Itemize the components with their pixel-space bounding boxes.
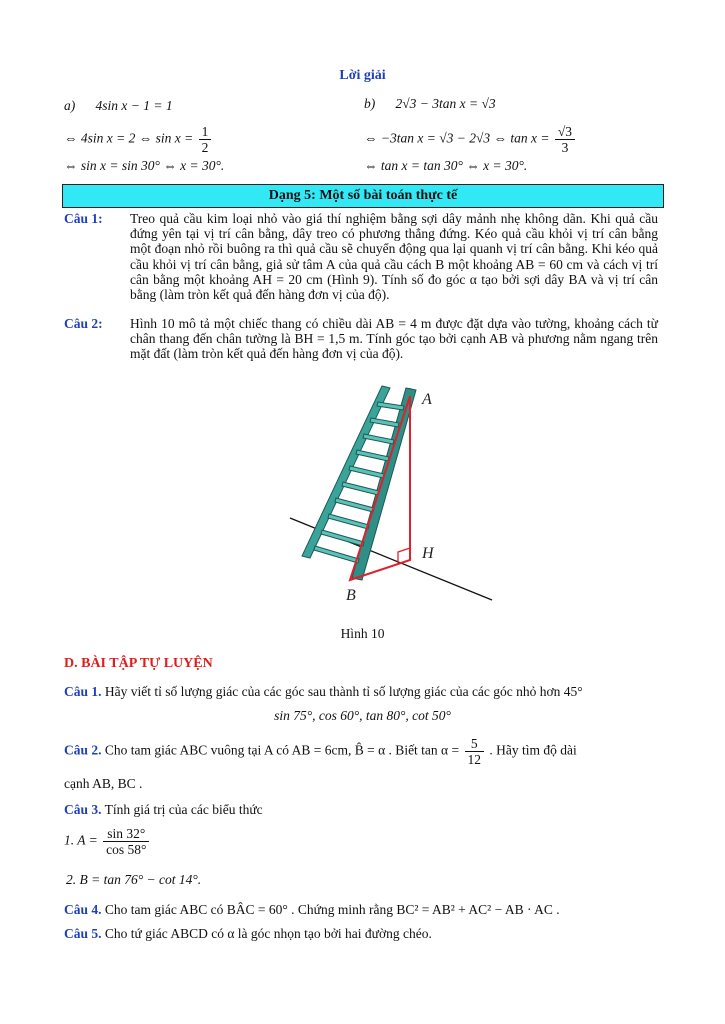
exercise-4-text: Cho tam giác ABC có BÂC = 60° . Chứng minh rằng BC² = AB² + AC² − AB · AC . xyxy=(104,902,560,917)
exercise-2-frac-den: 12 xyxy=(467,752,481,767)
solution-a-eq2: ⇔ 4sin x = 2 ⇔ sin x = xyxy=(64,130,194,146)
exercise-2-text-a: Cho tam giác ABC vuông tại A có AB = 6cm, B̂ = α . Biết tan α = xyxy=(104,742,460,758)
solution-a-eq1: 4sin x − 1 = 1 xyxy=(95,98,173,113)
section-banner: Dạng 5: Một số bài toán thực tế xyxy=(62,184,664,208)
solution-title: Lời giải xyxy=(339,68,386,83)
solution-a-frac-den: 2 xyxy=(201,140,209,155)
solution-a-label: a) xyxy=(64,98,76,113)
exercise-3-item-2: 2. B = tan 76° − cot 14°. xyxy=(66,872,202,887)
exercise-3-item-1-prefix: 1. A = xyxy=(64,832,98,848)
exercise-3-text: Tính giá trị của các biểu thức xyxy=(104,802,263,817)
exercise-3-item-1-den: cos 58° xyxy=(106,842,147,857)
solution-b-fraction xyxy=(555,124,575,155)
solution-b-eq1: 2√3 − 3tan x = √3 xyxy=(395,96,496,111)
exercise-1 xyxy=(64,682,664,702)
solution-b-frac-num: √3 xyxy=(555,124,575,140)
exercise-3-label: Câu 3. xyxy=(64,802,102,817)
solution-b-eq2: ⇔ −3tan x = √3 − 2√3 ⇔ tan x = xyxy=(364,130,550,146)
ladder-figure xyxy=(270,378,500,608)
solution-b-eq3: ⇔ tan x = tan 30° ⇔ x = 30°. xyxy=(364,158,528,173)
solution-a-fraction xyxy=(199,124,212,155)
exercise-3-item-1-fraction xyxy=(103,826,149,857)
solution-a-line1 xyxy=(64,98,173,114)
exercise-3 xyxy=(64,800,664,820)
label-h: H xyxy=(422,545,434,562)
figure-caption: Hình 10 xyxy=(340,626,385,641)
exercises-heading: D. BÀI TẬP TỰ LUYỆN xyxy=(64,656,213,671)
exercise-3-item-1-num: sin 32° xyxy=(103,826,149,842)
solution-b-line1 xyxy=(364,96,496,112)
exercise-2-frac-num: 5 xyxy=(465,736,485,752)
solution-b-label: b) xyxy=(364,96,376,111)
ladder-rungs xyxy=(314,402,404,563)
exercise-1-formula: sin 75°, cos 60°, tan 80°, cot 50° xyxy=(274,708,451,723)
label-b: B xyxy=(346,587,356,604)
label-a: A xyxy=(422,391,432,408)
exercise-3-item-1 xyxy=(64,826,151,857)
solution-a-line2 xyxy=(64,124,213,155)
problem-2-label: Câu 2: xyxy=(64,316,103,331)
problem-1-text: Treo quả cầu kim loại nhỏ vào giá thí nghiệm bằng sợi dây mảnh nhẹ không dãn. Khi quả cầu đứng yên tại vị trí cân bằng, dây treo có phương thẳng đứng. Kéo quả cầu khỏi vị trí cân bằng một đoạn nhỏ rồi buông ra thì quả cầu sẽ chuyển động qua lại quanh vị trí cân bằng. Khi kéo quả cầu khỏi vị trí cân bằng, giả sử tâm A của quả cầu cách B một khoảng AB = 60 cm và cách vị trí cân bằng một khoảng AH = 20 cm (Hình 9). Tính số đo góc α tạo bởi sợi dây BA và vị trí cân bằng (làm tròn kết quả đến hàng đơn vị của độ). xyxy=(130,211,658,303)
solution-b-frac-den: 3 xyxy=(561,140,569,155)
exercise-1-text: Hãy viết tỉ số lượng giác của các góc sau thành tỉ số lượng giác của các góc nhỏ hơn 45° xyxy=(104,684,583,699)
exercise-2-fraction xyxy=(465,736,485,767)
exercise-5-text: Cho tứ giác ABCD có α là góc nhọn tạo bởi hai đường chéo. xyxy=(104,926,432,941)
exercise-2 xyxy=(64,736,664,767)
solution-a-frac-num: 1 xyxy=(199,124,212,140)
problem-2-text: Hình 10 mô tả một chiếc thang có chiều dài AB = 4 m được đặt dựa vào tường, khoảng cách từ chân thang đến chân tường là BH = 1,5 m. Tính góc tạo bởi cạnh AB và phương nằm ngang trên mặt đất (làm tròn kết quả đến hàng đơn vị của độ). xyxy=(130,316,658,362)
exercise-2-text-b: . Hãy tìm độ dài xyxy=(489,742,577,758)
exercise-5-label: Câu 5. xyxy=(64,926,102,941)
ladder-right-rail xyxy=(352,388,416,580)
exercise-4 xyxy=(64,900,664,920)
exercise-2-label: Câu 2. xyxy=(64,742,102,758)
problem-1-label: Câu 1: xyxy=(64,211,103,226)
exercise-2-text-c: cạnh AB, BC . xyxy=(64,776,143,791)
exercise-5 xyxy=(64,924,664,944)
solution-b-line2 xyxy=(364,124,577,155)
exercise-4-label: Câu 4. xyxy=(64,902,102,917)
solution-a-eq3: ⇔ sin x = sin 30° ⇔ x = 30°. xyxy=(64,158,225,173)
exercise-1-label: Câu 1. xyxy=(64,684,102,699)
